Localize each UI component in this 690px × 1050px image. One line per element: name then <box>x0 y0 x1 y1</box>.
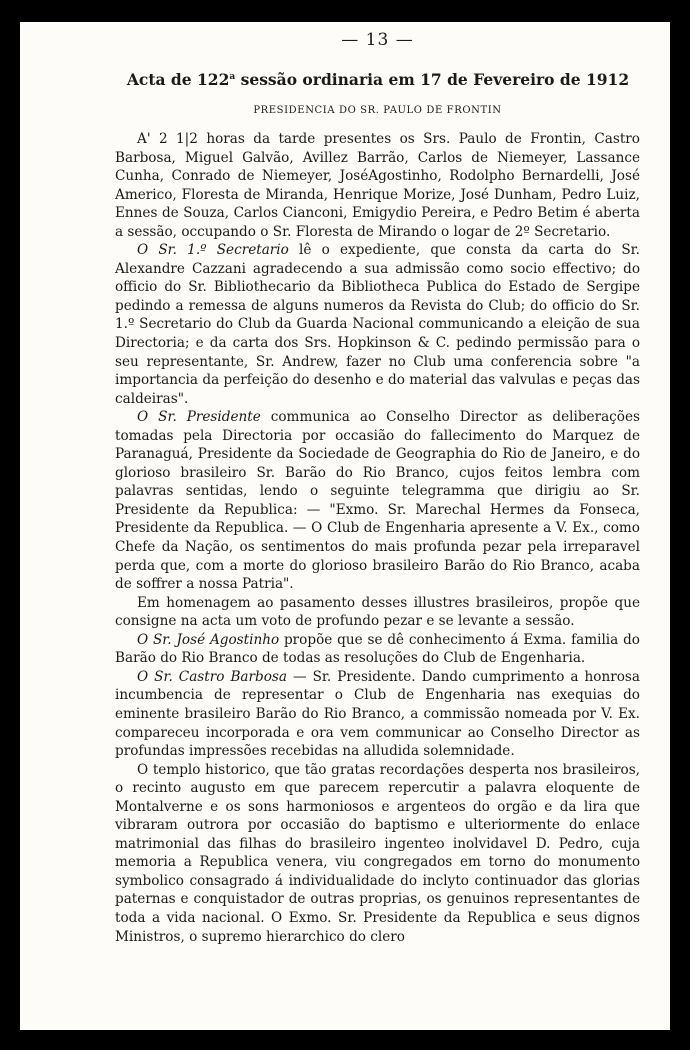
speaker-name: O Sr. 1.º Secretario <box>137 242 289 259</box>
speaker-name: O Sr. José Agostinho <box>137 631 280 648</box>
document-page <box>20 22 670 1030</box>
speaker-name: O Sr. Presidente <box>137 409 261 426</box>
page-title <box>110 70 646 89</box>
speaker-name: O Sr. Castro Barbosa <box>137 668 287 685</box>
page-number: — 13 — <box>341 30 414 50</box>
paragraph-text: — Sr. Presidente. Dando cumprimento a honrosa incumbencia de representar o Club de Engenharia nas exequias do eminente brasileiro Barão do Rio Branco, a commissão nomeada por V. Ex. compareceu incorporada e ora vem communicar ao Conselho Director as profundas impressões recebidas na alludida solemnidade. <box>115 668 640 760</box>
paragraph-secretary <box>115 241 640 408</box>
paragraph-castro-barbosa <box>115 668 640 761</box>
paragraph-text: propõe que se dê conhecimento á Exma. familia do Barão do Rio Branco de todas as resoluções do Club de Engenharia. <box>115 631 640 667</box>
paragraph-homage <box>115 594 640 631</box>
paragraph-president <box>115 408 640 593</box>
paragraph-attendance <box>115 130 640 241</box>
paragraph-text: O templo historico, que tão gratas recordações desperta nos brasileiros, o recinto augusto em que parecem repercutir a palavra eloquente de Montalverne e os sons harmoniosos e argenteos do orgão e da lira que vibraram outrora por occasião do baptismo e ulteriormente do enlace matrimonial das filhas do brasileiro ingenteo inolvidavel D. Pedro, cuja memoria a Republica venera, viu congregados em torno do monumento symbolico consagrado á individualidade do inclyto continuador das glorias paternas e conquistador de outras proprias, os genuinos representantes de toda a vida nacional. O Exmo. Sr. Presidente da Republica e seus dignos Ministros, o supremo hierarchico do clero <box>115 761 640 945</box>
paragraph-jose-agostinho <box>115 631 640 668</box>
paragraph-text: A' 2 1|2 horas da tarde presentes os Srs. Paulo de Frontin, Castro Barbosa, Miguel Galvão, Avillez Barrão, Carlos de Niemeyer, Lassance Cunha, Conrado de Niemeyer, JoséAgostinho, Rodolpho Bernardelli, José Americo, Floresta de Miranda, Henrique Morize, José Dunham, Pedro Luiz, Ennes de Souza, Carlos Cianconi, Emigydio Pereira, e Pedro Betim é aberta a sessão, occupando o Sr. Floresta de Mirando o logar de 2º Secretario. <box>115 131 640 240</box>
title-rest: sessão ordinaria em 17 de Fevereiro de 1912 <box>235 70 630 89</box>
title-ordinal-superscript: a <box>229 71 236 82</box>
presidency-line: PRESIDENCIA DO SR. PAULO DE FRONTIN <box>253 105 502 116</box>
paragraph-text: Em homenagem ao pasamento desses illustres brasileiros, propõe que consigne na acta um voto de profundo pezar e se levante a sessão. <box>115 594 640 630</box>
minutes-body <box>115 130 640 946</box>
paragraph-temple <box>115 761 640 946</box>
paragraph-text: communica ao Conselho Director as deliberações tomadas pela Directoria por occasião do fallecimento do Marquez de Paranaguá, Presidente da Sociedade de Geographia do Rio de Janeiro, e do glorioso brasileiro Sr. Barão do Rio Branco, cujos feitos lembra com palavras sentidas, lendo o seguinte telegramma que dirigiu ao Sr. Presidente da Republica: — "Exmo. Sr. Marechal Hermes da Fonseca, Presidente da Republica. — O Club de Engenharia apresente a V. Ex., como Chefe da Nação, os sentimentos do mais profunda pezar pela irreparavel perda que, com a morte do glorioso brasileiro Barão do Rio Branco, acaba de soffrer a nossa Patria". <box>115 409 640 593</box>
paragraph-text: lê o expediente, que consta da carta do Sr. Alexandre Cazzani agradecendo a sua admissão como socio effectivo; do officio do Sr. Bibliothecario da Bibliotheca Publica do Estado de Sergipe pedindo a remessa de alguns numeros da Revista do Club; do officio do Sr. 1.º Secretario do Club da Guarda Nacional communicando a eleição de sua Directoria; e da carta dos Srs. Hopkinson & C. pedindo permissão para o seu representante, Sr. Andrew, fazer no Club uma conferencia sobre "a importancia da perfeição do desenho e do material das valvulas e peças das caldeiras". <box>115 242 641 407</box>
title-main: Acta de 122 <box>126 70 230 89</box>
